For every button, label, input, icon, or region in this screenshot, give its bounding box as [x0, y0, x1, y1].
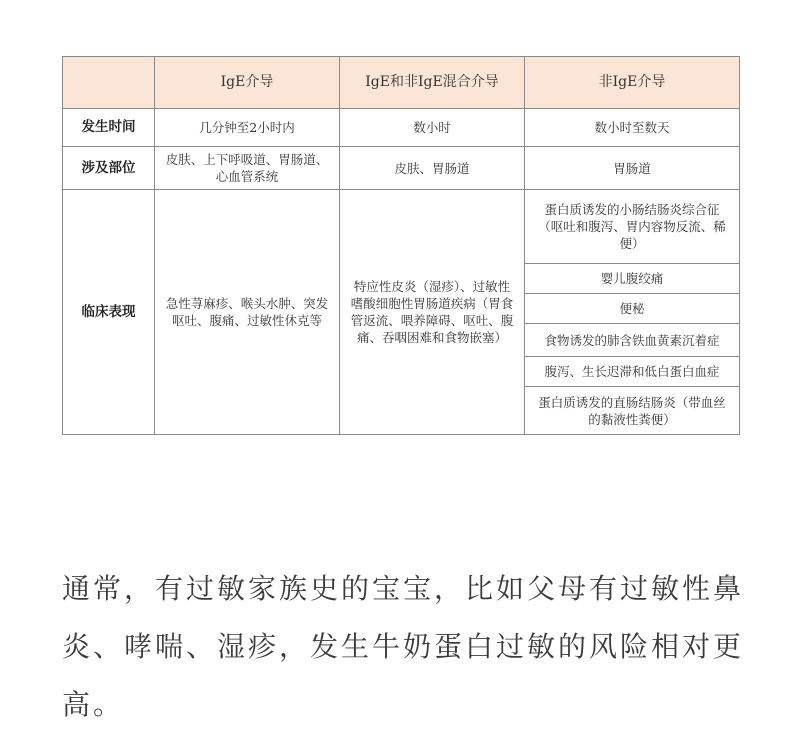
row-label-involved-site: 涉及部位 [63, 147, 155, 190]
header-ige: IgE介导 [155, 57, 340, 109]
header-corner-cell [63, 57, 155, 109]
table-header-row [63, 57, 740, 109]
table-row-onset-time [63, 109, 740, 147]
row-label-onset-time: 发生时间 [63, 109, 155, 147]
cell-site-ige: 皮肤、上下呼吸道、胃肠道、心血管系统 [155, 147, 340, 190]
cell-site-mixed: 皮肤、胃肠道 [340, 147, 525, 190]
non-ige-clinical-item: 便秘 [525, 294, 739, 324]
cell-clinical-ige: 急性荨麻疹、喉头水肿、突发呕吐、腹痛、过敏性休克等 [155, 190, 340, 435]
header-non-ige: 非IgE介导 [525, 57, 740, 109]
non-ige-clinical-item: 婴儿腹绞痛 [525, 264, 739, 294]
non-ige-clinical-item: 蛋白质诱发的直肠结肠炎（带血丝的黏液性粪便） [538, 394, 726, 427]
header-mixed: IgE和非IgE混合介导 [340, 57, 525, 109]
table-row-involved-site [63, 147, 740, 190]
allergy-comparison-table-container [62, 56, 739, 435]
row-label-clinical: 临床表现 [63, 190, 155, 435]
non-ige-clinical-item: 食物诱发的肺含铁血黄素沉着症 [525, 324, 739, 357]
cell-clinical-non-ige [525, 190, 740, 435]
cell-site-non-ige: 胃肠道 [525, 147, 740, 190]
non-ige-clinical-list [525, 190, 739, 434]
family-history-paragraph: 通常，有过敏家族史的宝宝，比如父母有过敏性鼻炎、哮喘、湿疹，发生牛奶蛋白过敏的风险相对更高。 [62, 572, 745, 721]
allergy-comparison-table [62, 56, 740, 435]
non-ige-clinical-item: 腹泻、生长迟滞和低白蛋白血症 [525, 357, 739, 387]
non-ige-clinical-item: 蛋白质诱发的小肠结肠炎综合征（呕吐和腹泻、胃内容物反流、稀便） [525, 190, 739, 264]
cell-time-mixed: 数小时 [340, 109, 525, 147]
table-row-clinical-manifestation [63, 190, 740, 435]
cell-time-non-ige: 数小时至数天 [525, 109, 740, 147]
cell-time-ige: 几分钟至2小时内 [155, 109, 340, 147]
cell-clinical-mixed: 特应性皮炎（湿疹）、过敏性嗜酸细胞性胃肠道疾病（胃食管返流、喂养障碍、呕吐、腹痛、吞咽困难和食物嵌塞） [340, 190, 525, 435]
